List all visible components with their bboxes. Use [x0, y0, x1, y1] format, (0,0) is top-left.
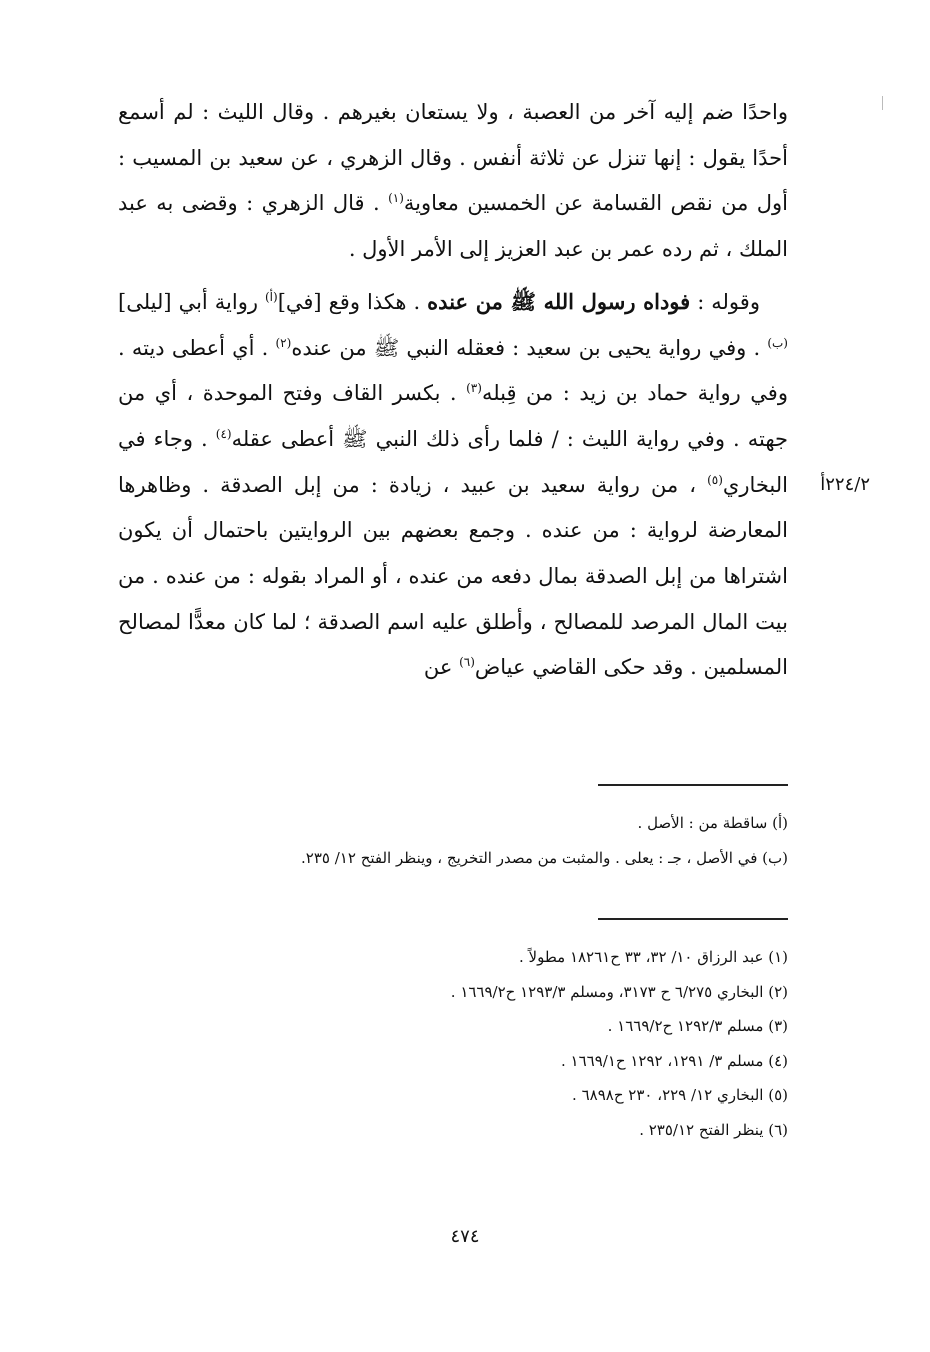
- footnote-marker: (ب): [767, 335, 788, 350]
- footnote: (٤) مسلم ٣/ ١٢٩١، ١٢٩٢ ح١٦٦٩/١ .: [561, 1051, 788, 1070]
- text-line: المسيب : أول من نقص القسامة عن الخمسين معاوية: [118, 145, 788, 216]
- footnote: (٥) البخاري ١٢/ ٢٢٩، ٢٣٠ ح٦٨٩٨ .: [572, 1086, 788, 1105]
- footnote-divider: [598, 918, 788, 920]
- text-segment: أعطى ديته . وفي رواية حماد بن زيد : من قِبله: [118, 335, 788, 406]
- page-number: ٤٧٤: [450, 1226, 480, 1247]
- main-text: [118, 90, 788, 691]
- manuscript-folio-reference: ٢٢٤/٢أ: [820, 474, 870, 495]
- text-line: أحدًا يقول : إنها تنزل عن ثلاثة أنفس . وقال الزهري ، عن سعيد بن: [209, 145, 788, 170]
- text-line: . قال الزهري :: [246, 191, 389, 216]
- text-segment: ، من رواية سعيد بن عبيد ، زيادة : من: [332, 472, 708, 497]
- editor-note: (ب) في الأصل ، جـ : يعلى . والمثبت من مصدر التخريج ، وينظر الفتح ١٢/ ٢٣٥.: [301, 848, 788, 867]
- text-segment: . هكذا وقع [في]: [277, 289, 428, 314]
- text-segment: إبل الصدقة . وظاهرها المعارضة لرواية : من عنده . وجمع بعضهم بين: [118, 472, 789, 543]
- text-segment: . أي: [232, 335, 276, 360]
- footnote: (٢) البخاري ٦/٢٧٥ ح ٣١٧٣، ومسلم ١٢٩٣/٣ ح١٦٦٩/٢ .: [450, 982, 788, 1001]
- text-segment: الروايتين باحتمال أن يكون اشتراها من إبل الصدقة بمال دفعه من عنده ، أو: [118, 518, 788, 589]
- footnote-marker: (٥): [707, 472, 723, 487]
- text-segment: [ليلى]: [118, 289, 172, 314]
- editor-note: (أ) ساقطة من : الأصل .: [637, 814, 788, 832]
- paragraph: [118, 90, 788, 273]
- text-segment: الصدقة ؛ لما كان معدًّا لمصالح المسلمين . وقد حكى القاضي عياض: [118, 609, 788, 680]
- text-segment: المراد بقوله : من عنده . من بيت المال المرصد للمصالح ، وأطلق عليه اسم: [118, 564, 788, 634]
- footnote-marker: (٣): [466, 381, 482, 396]
- footnote-marker: (أ): [264, 289, 278, 304]
- text-segment: أعطى عقله: [231, 426, 335, 451]
- text-segment: وقوله :: [690, 289, 760, 314]
- footnote: (٦) ينظر الفتح ٢٣٥/١٢ .: [639, 1120, 788, 1139]
- text-segment: . بكسر القاف وفتح: [282, 381, 467, 406]
- footnotes: [148, 940, 788, 1148]
- footnote-marker: (١): [388, 191, 404, 206]
- footnote: (٣) مسلم ١٢٩٢/٣ ح١٦٦٩/٢ .: [607, 1017, 788, 1036]
- margin-mark: [882, 96, 883, 110]
- footnote-marker: (٦): [459, 655, 475, 670]
- footnote: (١) عبد الرزاق ١٠/ ٣٢، ٣٣ ح١٨٢٦١ مطولاً .: [518, 948, 788, 966]
- paragraph: [118, 279, 788, 691]
- text-segment: رواية أبي: [178, 289, 265, 314]
- text-line: واحدًا ضم إليه آخر من العصبة ، ولا يستعان بغيرهم . وقال الليث : لم أسمع: [118, 100, 788, 124]
- editor-notes: [148, 806, 788, 875]
- text-line: وقضى به عبد الملك ، ثم رده عمر بن عبد العزيز إلى الأمر الأول .: [118, 191, 788, 262]
- text-segment: الموحدة ، أي من جهته . وفي رواية الليث : / فلما رأى ذلك النبي ﷺ: [118, 381, 789, 451]
- text-segment: . وجاء في البخاري: [118, 426, 788, 497]
- hadith-phrase: فوداه رسول الله ﷺ من عنده: [427, 288, 691, 314]
- footnote-marker: (٢): [275, 335, 292, 350]
- text-segment: . وفي رواية يحيى بن سعيد : فعقله النبي ﷺ من عنده: [291, 335, 768, 360]
- text-segment: عن: [423, 655, 460, 680]
- footnote-divider: [598, 784, 788, 786]
- footnote-marker: (٤): [215, 426, 232, 441]
